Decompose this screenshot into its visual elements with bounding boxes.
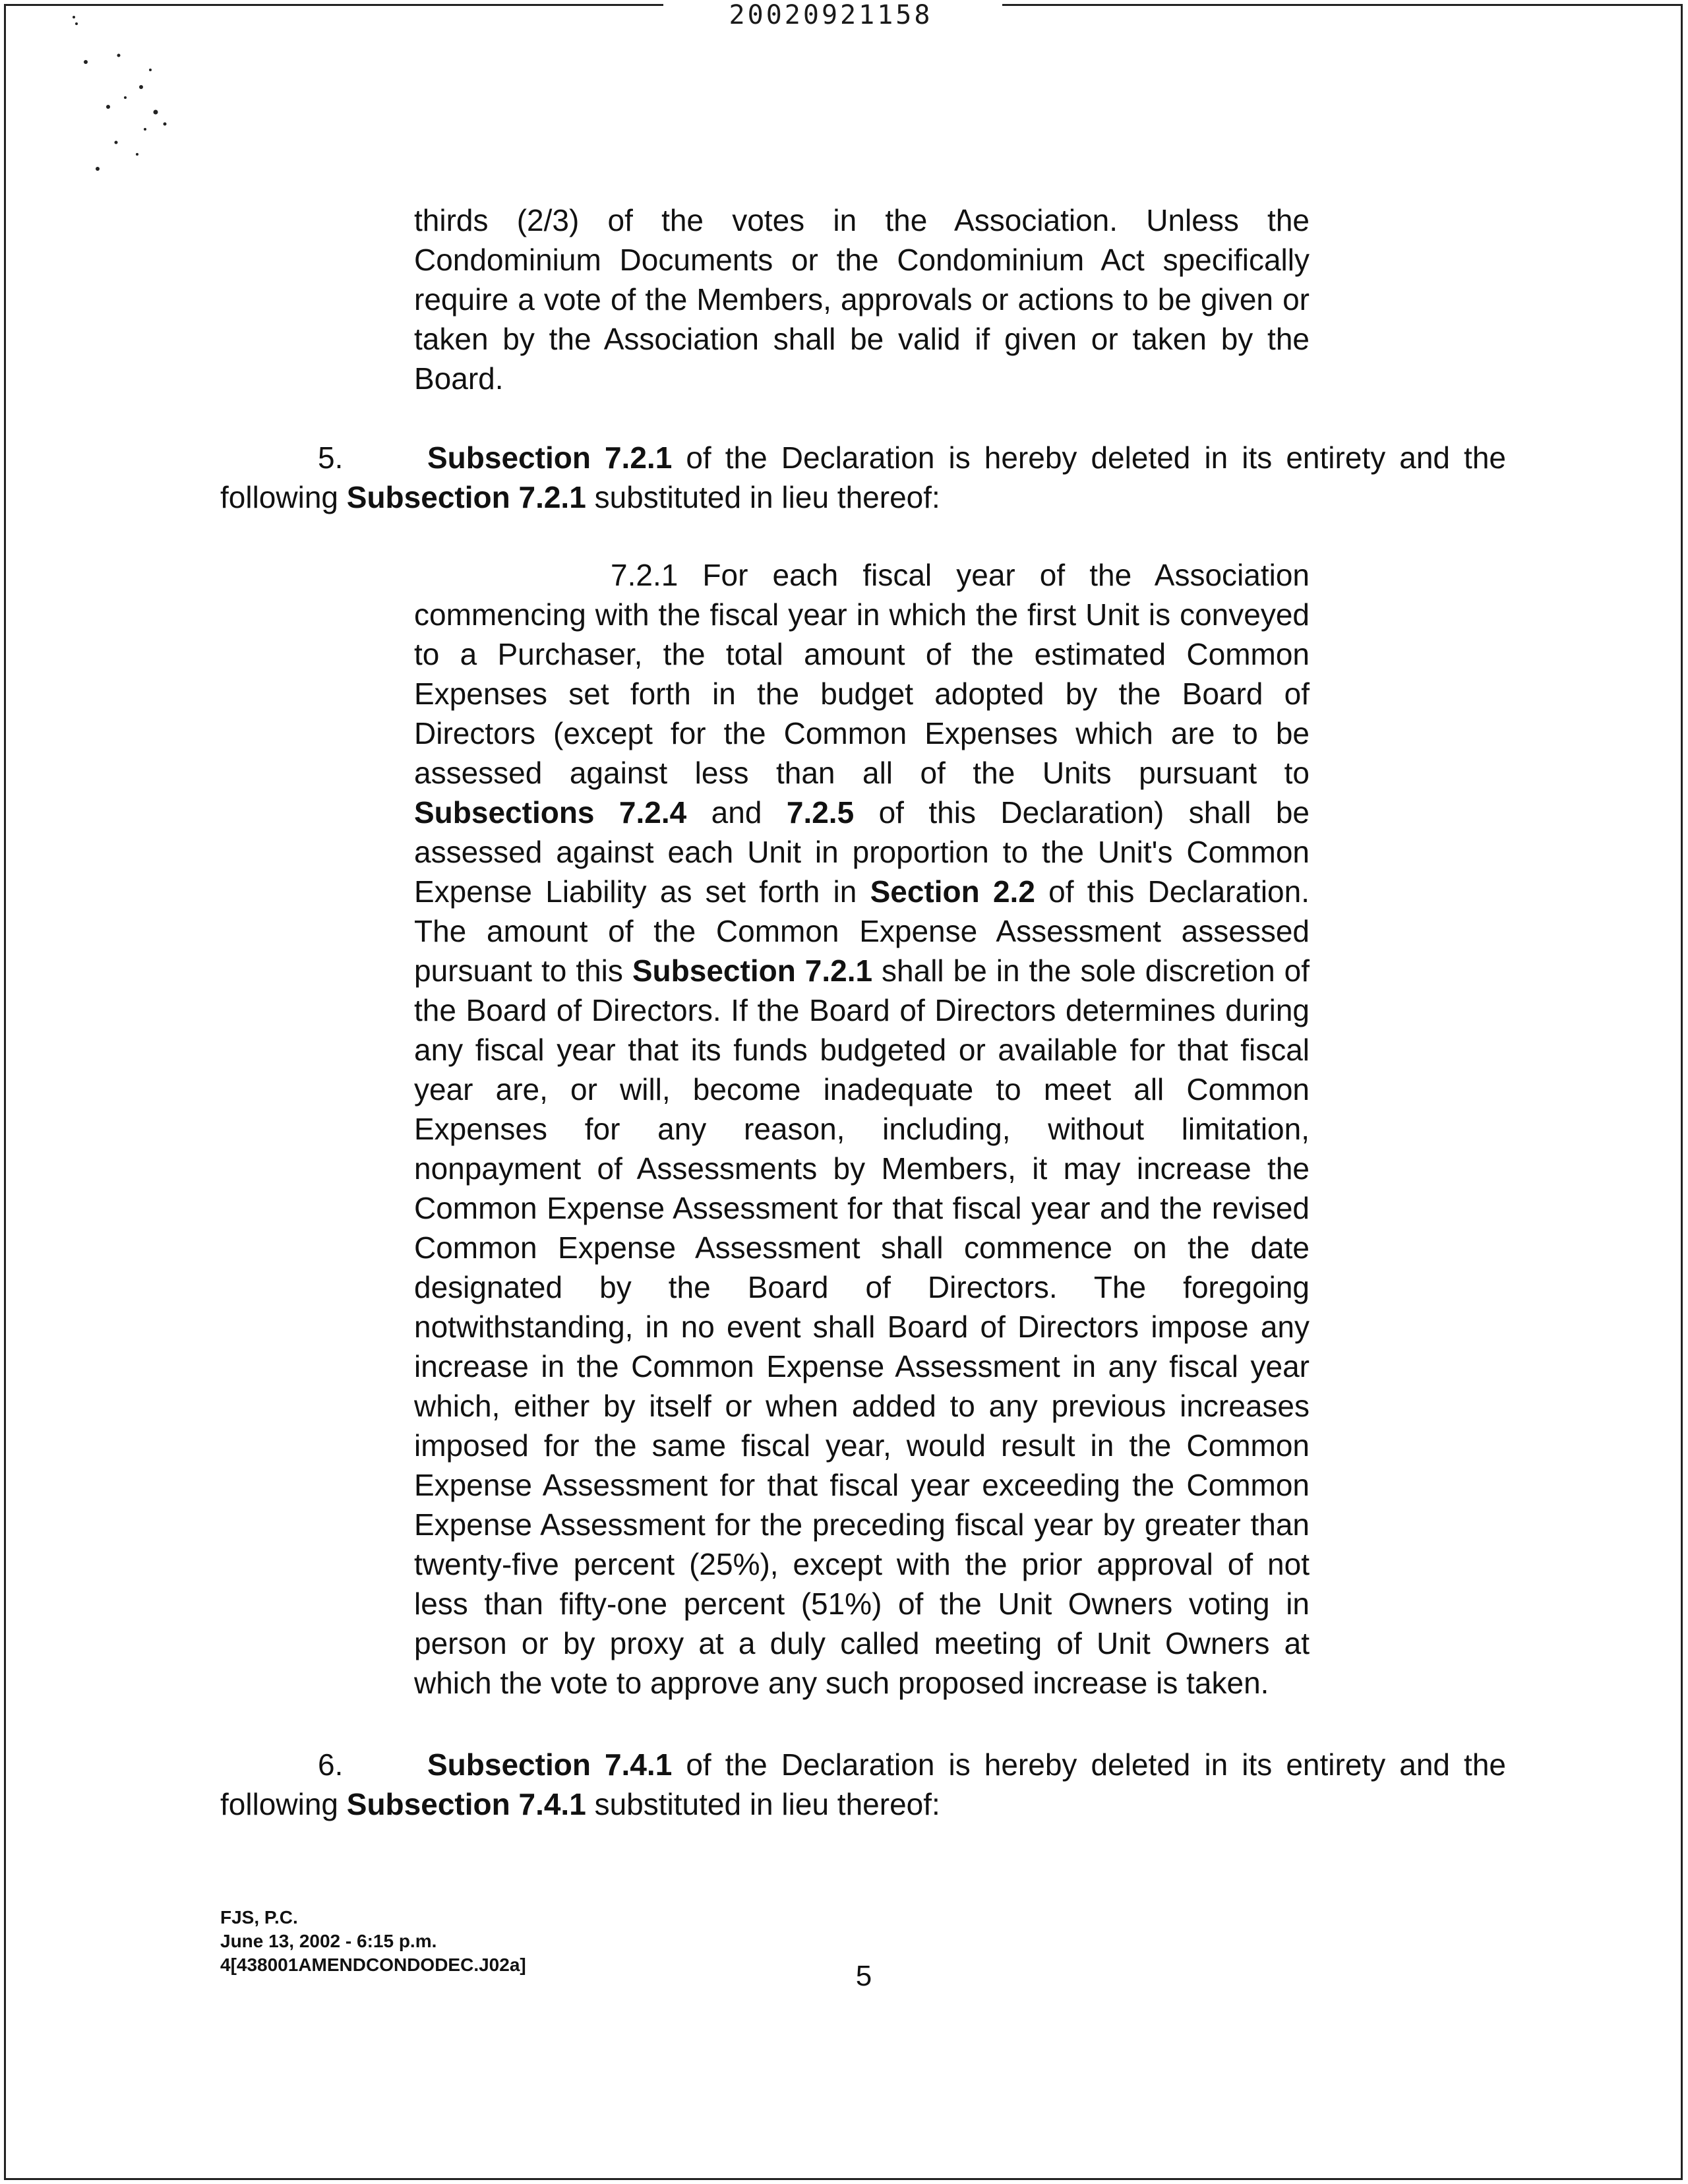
paragraph-6 [220, 1745, 1506, 1824]
footer-file-ref: 4[438001AMENDCONDODEC.J02a] [220, 1955, 526, 1975]
top-rule-left [4, 4, 663, 6]
paragraph-6-text: substituted in lieu thereof: [586, 1787, 940, 1821]
subsection-ref: Subsection 7.4.1 [346, 1787, 586, 1821]
paragraph-5-text: of the Declaration is hereby deleted in its entirety and the following [220, 440, 1507, 514]
paragraph-5 [220, 438, 1506, 517]
subsection-ref: Subsection 7.2.1 [346, 480, 586, 514]
subsection-text: 7.2.1 For each fiscal year of the Association commencing with the fiscal year in which the first Unit is conveyed to a Purchaser, the total amount of the estimated Common Expenses set forth in the budget adopted by the Board of Directors (except for the Common Expenses which are to be assessed against less than all of the Units pursuant to [414, 558, 1310, 790]
paragraph-6-number: 6. [318, 1747, 344, 1782]
subsection-ref: Subsection 7.2.1 [632, 954, 873, 988]
subsection-text: and [686, 795, 787, 830]
opening-paragraph: thirds (2/3) of the votes in the Association. Unless the Condominium Documents or the Condominium Act specifically require a vote of the Members, approvals or actions to be given or taken by the Association shall be valid if given or taken by the Board. [414, 203, 1310, 396]
footer [220, 1906, 526, 1977]
subsection-ref: Subsection 7.2.1 [427, 440, 673, 475]
document-number: 20020921158 [729, 0, 933, 30]
paragraph-6-text: of the Declaration is hereby deleted in its entirety and the following [220, 1747, 1507, 1821]
paragraph-5-text: substituted in lieu thereof: [586, 480, 940, 514]
footer-date-time: June 13, 2002 - 6:15 p.m. [220, 1931, 437, 1951]
top-rule-right [1002, 4, 1683, 6]
subsection-7-2-1-text [414, 555, 1310, 1703]
subsection-text: shall be in the sole discretion of the Board of Directors. If the Board of Directors determines during any fiscal year that its funds budgeted or available for that fiscal year are, or will, become inadequate to meet all Common Expenses for any reason, including, without limitation, nonpayment of Assessments by Members, it may increase the Common Expense Assessment for that fiscal year and the revised Common Expense Assessment shall commence on the date designated by the Board of Directors. The foregoing notwithstanding, in no event shall Board of Directors impose any increase in the Common Expense Assessment in any fiscal year which, either by itself or when added to any previous increases imposed for the same fiscal year, would result in the Common Expense Assessment for that fiscal year exceeding the Common Expense Assessment for the preceding fiscal year by greater than twenty-five percent (25%), except with the prior approval of not less than fifty-one percent (51%) of the Unit Owners voting in person or by proxy at a duly called meeting of Unit Owners at which the vote to approve any such proposed increase is taken. [414, 954, 1310, 1700]
subsection-ref: Subsections 7.2.4 [414, 795, 687, 830]
subsection-text: of this Declaration. The amount of the Common Expense Assessment assessed pursuant to this [414, 874, 1310, 988]
subsection-ref: 7.2.5 [786, 795, 855, 830]
section-ref: Section 2.2 [870, 874, 1035, 909]
subsection-ref: Subsection 7.4.1 [427, 1747, 673, 1782]
subsection-text: of this Declaration) shall be assessed against each Unit in proportion to the Unit's Common Expense Liability as set forth in [414, 795, 1310, 909]
scan-specks [26, 13, 198, 185]
paragraph-5-number: 5. [318, 440, 344, 475]
page-number: 5 [855, 1960, 872, 1992]
footer-firm: FJS, P.C. [220, 1907, 298, 1927]
